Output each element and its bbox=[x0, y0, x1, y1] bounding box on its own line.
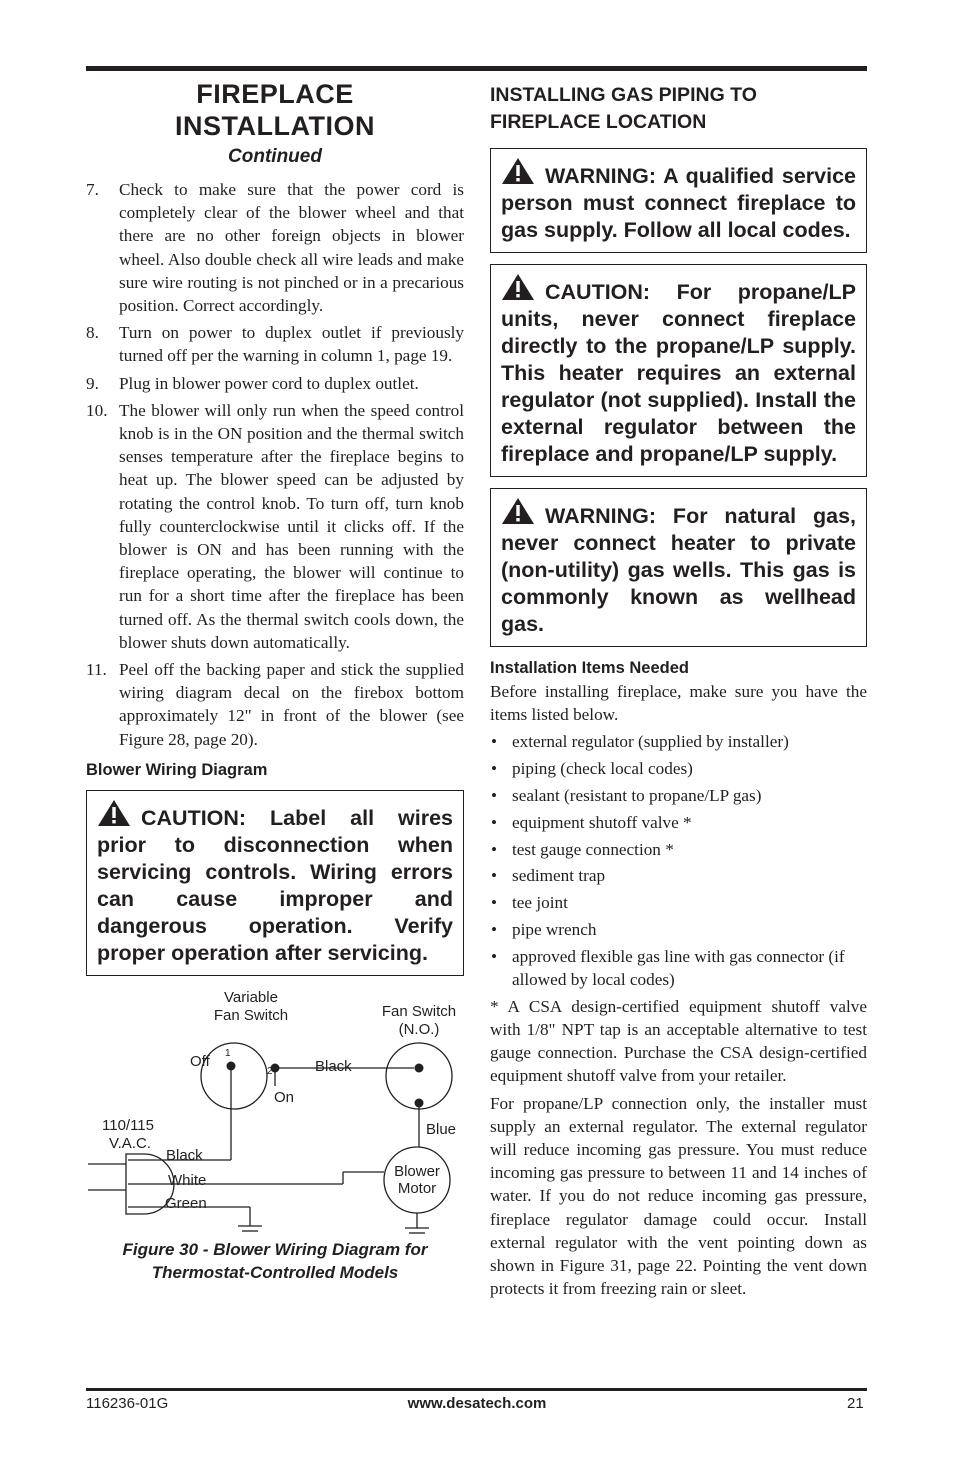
gas-piping-heading-line-2: FIREPLACE LOCATION bbox=[490, 111, 707, 133]
propane-paragraph: For propane/LP connection only, the installer must supply an external regulator. The external regulator will reduce incoming gas pressure. You must reduce incoming gas pressure to between 11 and 14 inches of water. If you do not reduce incoming gas pressure, fireplace regulator damage could occur. Install external regulator with the vent pointing down as shown in Figure 31, page 22. Pointing the vent down protects it from freezing rain or sleet. bbox=[490, 1093, 867, 1299]
terminal-1-label: 1 bbox=[225, 1047, 231, 1059]
bottom-rule bbox=[86, 1388, 867, 1391]
fan-switch-label-1: Fan Switch bbox=[381, 1002, 457, 1020]
list-item: • piping (check local codes) bbox=[490, 757, 867, 780]
warning-qualified-box bbox=[490, 148, 867, 253]
step-text: The blower will only run when the speed control knob is in the ON position and the thermal switch senses temperature after the fireplace begins to heat up. The blower speed can be adjusted by rotating the control knob. To turn off, turn knob fully counterclockwise until it clicks off. If the blower is ON and has been running with the fireplace operating, the blower will continue to run for a short time after the fireplace has been turned off. As the thermal switch cools down, the blower shuts down automatically. bbox=[119, 400, 464, 652]
right-column bbox=[490, 82, 867, 1304]
list-item: • external regulator (supplied by installer) bbox=[490, 730, 867, 753]
blue-wire-label: Blue bbox=[426, 1120, 457, 1138]
website-link[interactable]: www.desatech.com bbox=[407, 1395, 547, 1412]
fan-switch-label-2: (N.O.) bbox=[398, 1020, 440, 1038]
list-item: • equipment shutoff valve * bbox=[490, 811, 867, 834]
step-number: 7. bbox=[86, 180, 99, 199]
doc-number: 116236-01G bbox=[86, 1395, 169, 1412]
items-list bbox=[490, 730, 867, 991]
step-item bbox=[86, 399, 464, 654]
off-label: Off bbox=[190, 1052, 210, 1070]
voltage-label-2: V.A.C. bbox=[109, 1134, 151, 1152]
warning-triangle-icon bbox=[97, 799, 131, 827]
warning-natural-gas-text: WARNING: For natural gas, never connect heater to private (non-utility) gas wells. This gas is commonly known as wellhead gas. bbox=[501, 504, 856, 636]
section-subtitle: Continued bbox=[228, 146, 322, 167]
step-item bbox=[86, 321, 464, 367]
warning-qualified-text: WARNING: A qualified service person must connect fireplace to gas supply. Follow all local codes. bbox=[501, 164, 856, 242]
motor-label-1: Blower bbox=[394, 1162, 440, 1180]
step-text: Check to make sure that the power cord is completely clear of the blower wheel and that there are no other foreign objects in blower wheel. Also double check all wire leads and make sure wire routing is not pinched or in a precarious position. Correct accordingly. bbox=[119, 180, 464, 316]
list-item: • pipe wrench bbox=[490, 918, 867, 941]
motor-label-2: Motor bbox=[397, 1179, 437, 1197]
section-title-line-1: FIREPLACE bbox=[196, 79, 354, 109]
list-item: • sediment trap bbox=[490, 864, 867, 887]
warning-natural-gas-box bbox=[490, 488, 867, 647]
caption-line-2: Thermostat-Controlled Models bbox=[151, 1262, 399, 1282]
left-column bbox=[86, 78, 464, 1284]
figure-caption bbox=[86, 1238, 464, 1284]
page-number: 21 bbox=[847, 1395, 864, 1412]
step-number: 11. bbox=[86, 660, 107, 680]
items-intro: Before installing fireplace, make sure you have the items listed below. bbox=[490, 682, 867, 725]
warning-triangle-icon bbox=[501, 157, 535, 185]
caution-wiring-text: CAUTION: Label all wires prior to disconnection when servicing controls. Wiring errors can cause improper and dangerous operation. Verify proper operation after servicing. bbox=[97, 805, 453, 965]
section-title-line-2: INSTALLATION bbox=[175, 111, 375, 141]
step-number: 8. bbox=[86, 323, 99, 343]
black-wire-label: Black bbox=[166, 1146, 203, 1164]
white-wire-label: White bbox=[168, 1171, 207, 1189]
black-top-label: Black bbox=[315, 1057, 352, 1075]
csa-note: * A CSA design-certified equipment shutoff valve with 1/8" NPT tap is an acceptable alternative to test gauge connection. Purchase the CSA design-certified equipment shutoff valve from your retailer. bbox=[490, 996, 867, 1086]
warning-triangle-icon bbox=[501, 497, 535, 525]
warning-triangle-icon bbox=[501, 273, 535, 301]
terminal-2-label: 2 bbox=[267, 1065, 273, 1077]
steps-list bbox=[86, 178, 464, 751]
step-item bbox=[86, 658, 464, 751]
caution-propane-text: CAUTION: For propane/LP units, never connect fireplace directly to the propane/LP supply. This heater requires an external regulator (not supplied). Install the external regulator between the fireplace and propane/LP supply. bbox=[501, 280, 856, 466]
fan-switch-top-dot bbox=[415, 1063, 424, 1072]
voltage-label-1: 110/115 bbox=[102, 1116, 154, 1134]
top-rule bbox=[86, 66, 867, 71]
step-number: 9. bbox=[86, 373, 99, 393]
step-text: Turn on power to duplex outlet if previously turned off per the warning in column 1, page 19. bbox=[119, 323, 464, 366]
blower-wiring-diagram bbox=[86, 984, 464, 1234]
green-wire-label: Green bbox=[165, 1194, 207, 1212]
list-item: • test gauge connection * bbox=[490, 838, 867, 861]
step-text: Plug in blower power cord to duplex outlet. bbox=[119, 373, 419, 393]
variable-switch-symbol bbox=[201, 1043, 267, 1109]
wiring-heading: Blower Wiring Diagram bbox=[86, 760, 268, 779]
terminal-1-dot bbox=[227, 1061, 236, 1070]
variable-switch-label-1: Variable bbox=[224, 988, 278, 1006]
step-item bbox=[86, 372, 464, 395]
caption-line-1: Figure 30 - Blower Wiring Diagram for bbox=[122, 1239, 428, 1259]
list-item: • approved flexible gas line with gas connector (if allowed by local codes) bbox=[490, 945, 867, 991]
variable-switch-label-2: Fan Switch bbox=[213, 1006, 289, 1024]
items-heading: Installation Items Needed bbox=[490, 659, 689, 677]
gas-piping-heading-line-1: INSTALLING GAS PIPING TO bbox=[490, 84, 757, 106]
list-item: • sealant (resistant to propane/LP gas) bbox=[490, 784, 867, 807]
step-text: Peel off the backing paper and stick the supplied wiring diagram decal on the firebox bottom approximately 12" in front of the blower (see Figure 28, page 20). bbox=[119, 660, 464, 749]
caution-propane-box bbox=[490, 264, 867, 477]
step-item bbox=[86, 178, 464, 317]
caution-wiring-box bbox=[86, 790, 464, 976]
step-number: 10. bbox=[86, 400, 108, 420]
fan-switch-bottom-dot bbox=[415, 1098, 424, 1107]
gas-piping-heading bbox=[490, 82, 867, 136]
list-item: • tee joint bbox=[490, 891, 867, 914]
on-label: On bbox=[274, 1088, 295, 1106]
